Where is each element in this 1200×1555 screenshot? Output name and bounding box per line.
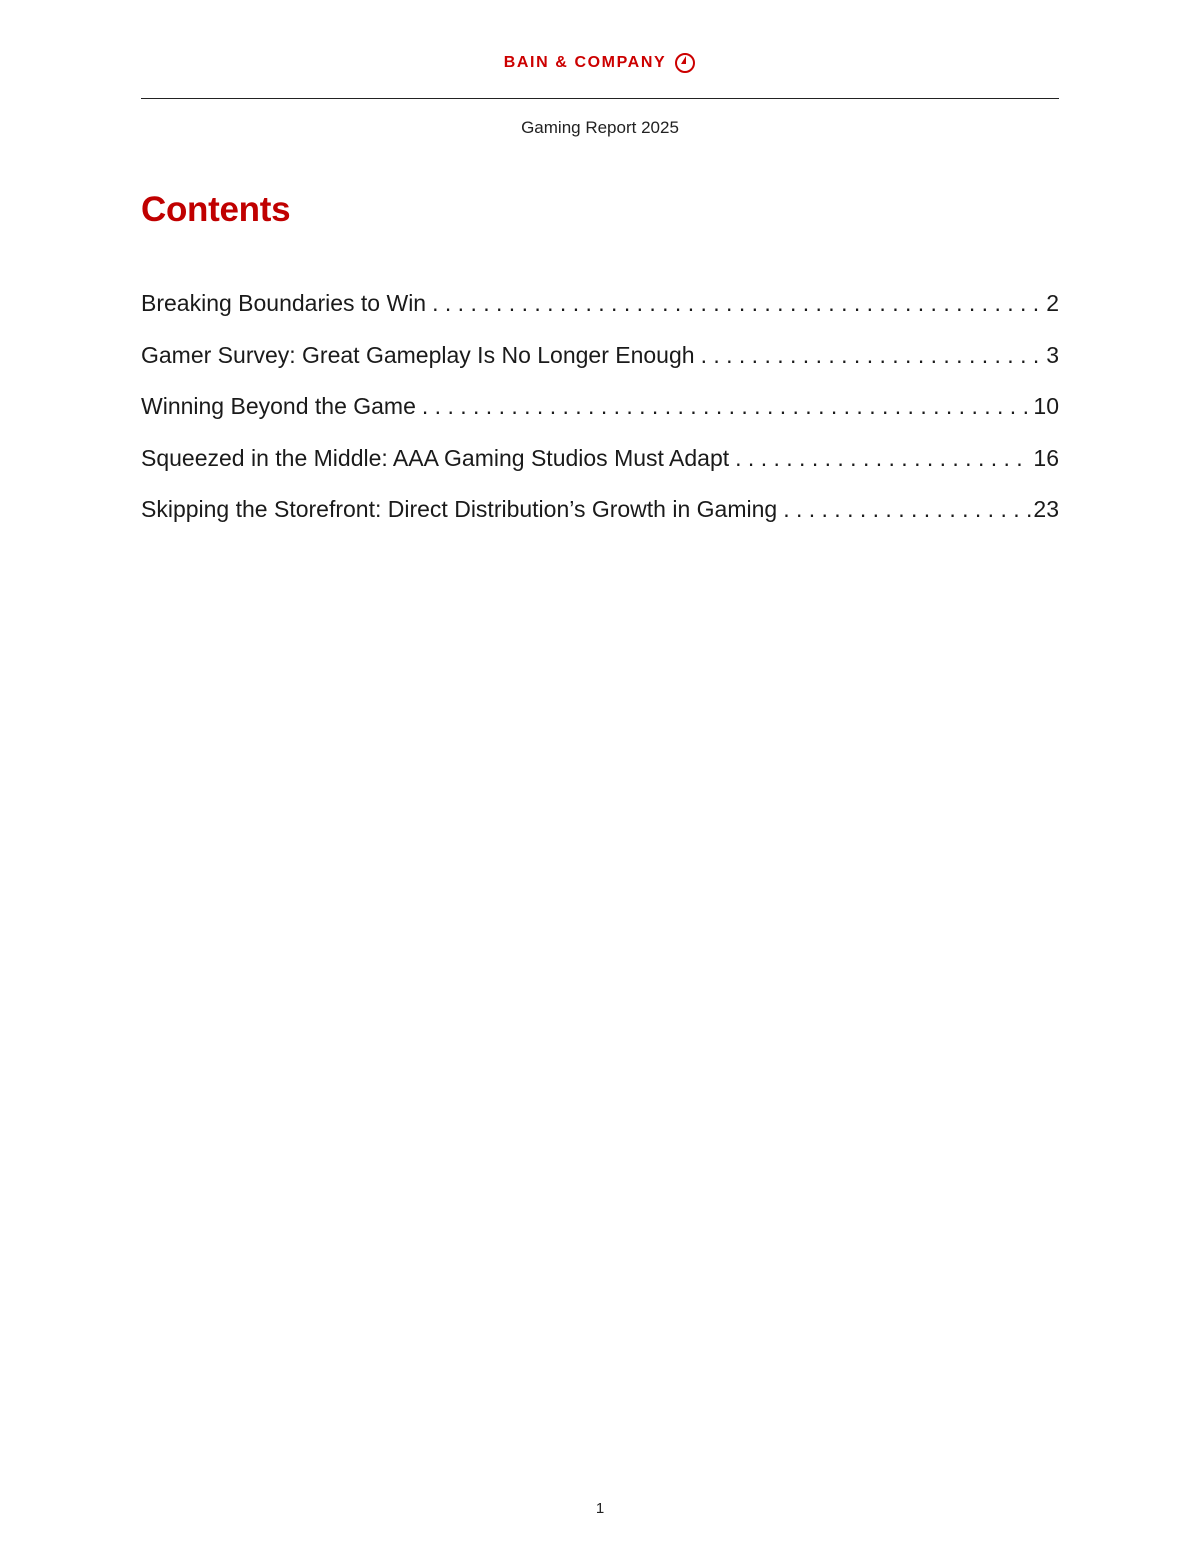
toc-entry[interactable] — [141, 496, 1059, 548]
toc-entry[interactable] — [141, 445, 1059, 497]
toc-entry-page: 2 — [1046, 290, 1059, 316]
header-divider — [141, 98, 1059, 99]
toc-entry-title: Breaking Boundaries to Win — [141, 290, 427, 316]
dot-leader — [432, 290, 1044, 317]
dot-leader — [701, 342, 1045, 369]
toc-entry-title: Winning Beyond the Game — [141, 393, 416, 419]
dot-leader — [422, 393, 1032, 420]
brand-logo — [0, 52, 1200, 74]
toc-entry[interactable] — [141, 290, 1059, 342]
toc-entry-page: 10 — [1033, 393, 1059, 419]
page-number: 1 — [595, 1500, 605, 1517]
toc-entry-title: Squeezed in the Middle: AAA Gaming Studios Must Adapt — [141, 444, 730, 471]
bain-circle-logo-icon — [674, 52, 696, 74]
report-title: Gaming Report 2025 — [521, 118, 679, 137]
brand-name: BAIN & COMPANY — [503, 54, 667, 71]
dot-leader — [783, 496, 1031, 523]
toc-entry[interactable] — [141, 342, 1059, 394]
toc-entry[interactable] — [141, 393, 1059, 445]
toc-entry-title: Skipping the Storefront: Direct Distribution’s Growth in Gaming — [141, 496, 778, 522]
table-of-contents — [141, 290, 1059, 548]
toc-entry-page: 23 — [1033, 496, 1059, 522]
toc-entry-page: 3 — [1046, 341, 1059, 368]
dot-leader — [735, 445, 1031, 472]
contents-heading: Contents — [141, 190, 291, 229]
toc-entry-title: Gamer Survey: Great Gameplay Is No Longer Enough — [141, 341, 695, 368]
toc-entry-page: 16 — [1033, 444, 1059, 471]
